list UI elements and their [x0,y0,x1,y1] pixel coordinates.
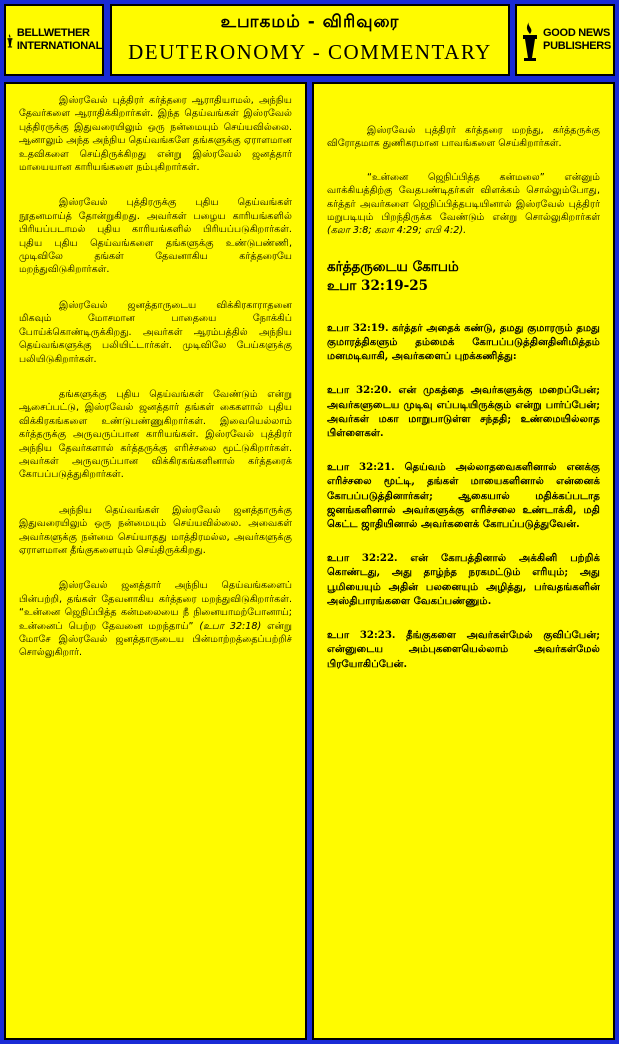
torch-icon [6,18,14,62]
paragraph: அந்நிய தெய்வங்கள் இஸ்ரவேல் ஜனத்தாருக்கு இதுவரையிலும் ஒரு நன்மையும் செய்யவில்லை. அவைகள் அவர்களுக்கு நன்மை செய்யாதது மாத்திரமல்ல, அவர்களுக்கு ஏராளமான தீங்குகளையும் செய்திருக்கிறது. [19,504,292,556]
right-column [312,82,615,1040]
logo-line: BELLWETHER [16,27,90,39]
torch-icon [519,18,541,62]
verse: உபா 32:19. கர்த்தர் அதைக் கண்டு, தமது குமாரரும் தமது குமாரத்திகளும் தம்மைக் கோபப்படுத்தினதினிமித்தம் மனமடிவாகி, அவர்களைப் புறக்கணித்து: [327,321,600,363]
scripture-citation: (உபா 32:18) [199,620,262,632]
paragraph: இஸ்ரவேல் புத்திரருக்கு புதிய தெய்வங்கள் நூதனமாய்த் தோன்றுகிறது. அவர்கள் பழைய காரியங்களில் பிரியப்படாமல் புதிய காரியங்களில் பிரியப்படுகிறார்கள். புதிய புதிய தெய்வங்களை தங்களுக்கு உண்டுபண்ணி, முடிவிலே தங்கள் தேவனாகிய கர்த்தரையே மறந்துவிடுகிறார்கள். [19,197,292,276]
verse: உபா 32:23. தீங்குகளை அவர்கள்மேல் குவிப்பேன்; என்னுடைய அம்புகளையெல்லாம் அவர்கள்மேல் பிரயோகிப்பேன். [327,629,600,670]
bellwether-logo [4,4,104,76]
title-english: DEUTERONOMY - COMMENTARY [128,40,492,64]
logo-line: INTERNATIONAL [16,40,102,52]
paragraph [19,579,292,659]
verse: உபா 32:22. என் கோபத்தினால் அக்கினி பற்றிக் கொண்டது, அது தாழ்ந்த நரகமட்டும் எரியும்; அது பூமியையும் அதின் பலனையும் அழித்து, பர்வதங்களின் அஸ்திபாரங்களை வேகப்பண்ணும். [327,552,600,607]
paragraph [327,171,600,238]
logo-line: GOOD NEWS [543,27,611,39]
bellwether-logo-text [17,27,102,53]
section-heading [327,258,600,296]
scripture-citation: (கலா 3:8; கலா 4:29; எபி 4:2). [327,225,467,237]
title-box [110,4,510,76]
title-tamil: உபாகமம் - விரிவுரை [220,12,400,32]
paragraph: இஸ்ரவேல் புத்திரர் கர்த்தரை மறந்து, கர்த்தருக்கு விரோதமாக துணிகரமான பாவங்களை செய்கிறார்கள். [327,125,600,150]
paragraph-text: இஸ்ரவேல் ஜனத்தார் அந்நிய தெய்வங்களைப் பின்பற்றி, தங்கள் தேவனாகிய கர்த்தரை மறந்துவிடுகிறார்கள். “உன்னை ஜெநிப்பித்த கன்மலையை நீ நினையாமற்போனாய்; உன்னைப் பெற்ற தேவனை மறந்தாய்” [19,580,292,632]
paragraph-text: “உன்னை ஜெநிப்பித்த கன்மலை” என்னும் வாக்கியத்திற்கு வேதபண்டிதர்கள் விளக்கம் சொல்லும்போது, கர்த்தர் அவர்களை ஜெநிப்பித்தபடியினால் இஸ்ரவேல் புத்திரர் மறுபடியும் பிறந்திருக்க வேண்டும் என்று சொல்லுகிறார்கள் [327,171,600,224]
good-news-logo [515,4,615,76]
paragraph-text: என்று மோசே இஸ்ரவேல் ஜனத்தாருடைய பின்மாற்றத்தைப்பற்றிச் சொல்லுகிறார். [19,620,292,659]
heading-line: கர்த்தருடைய கோபம் [327,258,459,275]
paragraph: தங்களுக்கு புதிய தெய்வங்கள் வேண்டும் என்று ஆசைப்பட்டு, இஸ்ரவேல் ஜனத்தார் தங்கள் கைகளால் புதிய விக்கிரகங்களை உண்டுபண்ணுகிறார்கள். இவையெல்லாம் கர்த்தருக்கு அருவருப்பான காரியங்கள். இஸ்ரவேல் புத்திரர் அந்நிய தேவர்களால் கர்த்தருக்கு எரிச்சலை மூட்டுகிறார்கள். அவர்கள் அருவருப்பான விக்கிரகங்களினால் கர்த்தரைக் கோபப்படுத்துகிறார்கள். [19,388,292,481]
verse: உபா 32:20. என் முகத்தை அவர்களுக்கு மறைப்பேன்; அவர்களுடைய முடிவு எப்படியிருக்கும் என்று பார்ப்பேன்; அவர்கள் மகா மாறுபாடுள்ள சந்ததி; உண்மையில்லாத பிள்ளைகள். [327,384,600,440]
heading-line: உபா 32:19-25 [327,277,428,294]
paragraph: இஸ்ரவேல் புத்திரர் கர்த்தரை ஆராதியாமல், அந்நிய தேவர்களை ஆராதிக்கிறார்கள். இந்த தெய்வங்கள் இஸ்ரவேல் புத்திரருக்கு இதுவரையிலும் ஒரு நன்மையும் செய்யவில்லை. ஆனாலும் அந்த அந்நிய தெய்வங்களே தங்களுக்கு ஏராளமான உதவிகளை செய்திருக்கிறது என்று இஸ்ரவேல் ஜனத்தார் மாயையான காரியங்களை நம்புகிறார்கள். [19,95,292,174]
left-column [4,82,307,1040]
paragraph: இஸ்ரவேல் ஜனத்தாருடைய விக்கிரகாராதனை மிகவும் மோசமான பாதையை நோக்கிப் போய்க்கொண்டிருக்கிறது. அவர்கள் ஆரம்பத்தில் அந்நிய தெய்வங்களுக்கு பலியிட்டார்கள். முடிவிலே பேய்களுக்கு பலியிடுகிறார்கள். [19,299,292,365]
verse: உபா 32:21. தெய்வம் அல்லாதவைகளினால் எனக்கு எரிச்சலை மூட்டி, தங்கள் மாயைகளினால் என்னைக் கோபப்படுத்தினார்கள்; ஆகையால் மதிக்கப்படாத ஜனங்களினால் அவர்களுக்கு எரிச்சலை உண்டாக்கி, மதி கெட்ட ஜாதியினால் அவர்களைக் கோபப்படுத்துவேன். [327,461,600,531]
good-news-logo-text [543,27,611,53]
logo-line: PUBLISHERS [543,40,611,52]
